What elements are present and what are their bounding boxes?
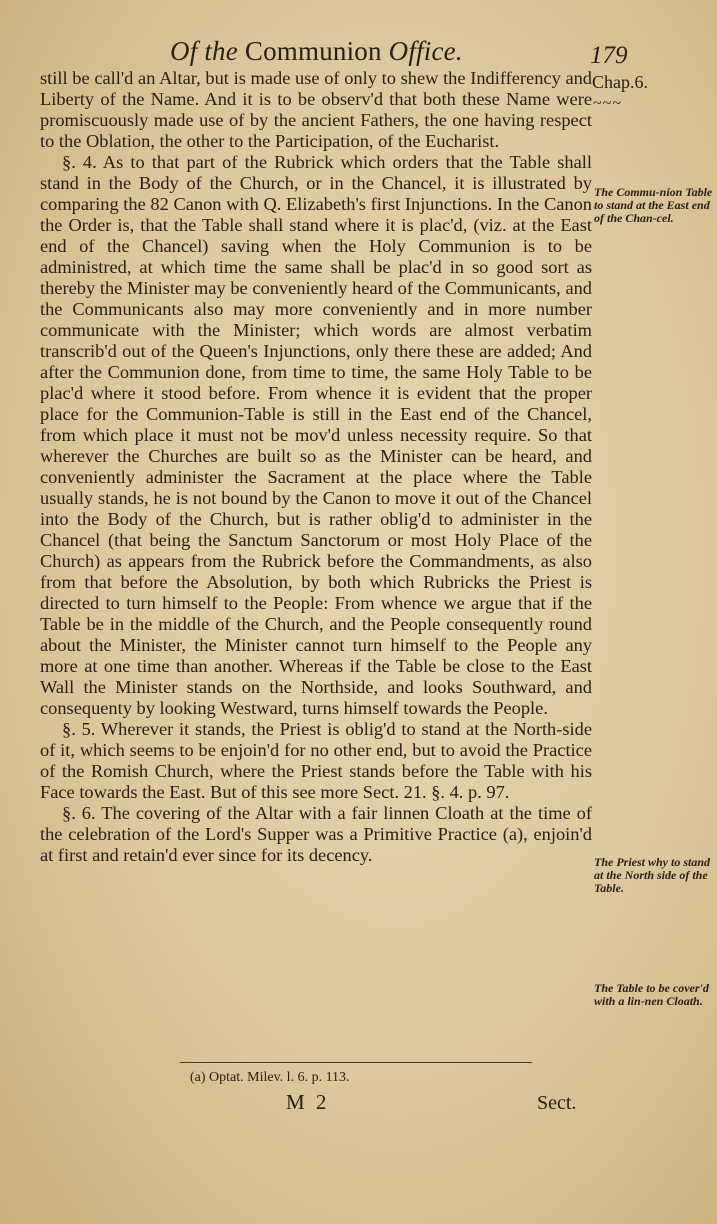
chapter-marker: Chap.6. [592,72,648,92]
running-head-prefix: Of the [170,36,238,66]
margin-note-communion-table: The Commu-nion Table to stand at the East end of the Chan-cel. [594,185,713,225]
paragraph-section-4: §. 4. As to that part of the Rubrick which orders that the Table shall stand in the Body of the Church, or in the Chancel, it is illustrated by comparing the 82 Canon with Q. Elizabeth's first Injunctions. In the Canon the Order is, that the Table shall stand where it is plac'd, (viz. at the East end of the Chancel) saving when the Holy Communion is to be administred, at which time the same shall be plac'd in so good sort as thereby the Minister may be conveniently heard of the Communicants, and the Communicants also may more conveniently and in more number communicate with the Minister; which words are almost verbatim transcrib'd out of the Queen's Injunctions, only there these are added; And after the Communion done, from time to time, the same Holy Table to be plac'd where it stood before. From whence it is evident that the proper place for the Communion-Table is still in the East end of the Chancel, from which place it must not be mov'd unless necessity require. So that wherever the Churches are built so as the Minister can be heard, and conveniently administer the Sacrament at the place where the Table usually stands, he is not bound by the Canon to move it out of the Chancel into the Body of the Church, but is rather oblig'd to administer in the Chancel (that being the Sanctum Sanctorum or most Holy Place of the Church) as appears from the Rubrick before the Commandments, as also from that before the Absolution, by both which Rubricks the Priest is directed to turn himself to the People: From whence we argue that if the Table be in the middle of the Church, and the People consequently round about the Minister, the Minister cannot turn himself to the People any more at one time than another. Whereas if the Table be close to the East Wall the Minister stands on the Northside, and looks Southward, and consequenty by looking Westward, turns himself towards the People. [40,152,592,718]
footnote: (a) Optat. Milev. l. 6. p. 113. [190,1070,350,1085]
main-text [40,68,592,866]
paragraph-section-5: §. 5. Wherever it stands, the Priest is oblig'd to stand at the North-side of it, which seems to be enjoin'd for no other end, but to avoid the Practice of the Romish Church, where the Priest stands before the Table with his Face towards the East. But of this see more Sect. 21. §. 4. p. 97. [40,719,592,802]
flourish-ornament: ~~~ [593,95,622,112]
margin-note-priest: The Priest why to stand at the North side of the Table. [594,855,711,895]
signature-mark: M 2 [286,1090,330,1114]
footnote-rule [180,1062,532,1063]
running-head-main: Communion [237,36,389,66]
paragraph-1: still be call'd an Altar, but is made use of only to shew the Indifferency and Liberty of the Name. And it is to be observ'd that both these Name were promiscuously made use of by the ancient Fathers, the one having respect to the Oblation, the other to the Participation, of the Eucharist. [40,68,592,151]
paragraph-section-6: §. 6. The covering of the Altar with a fair linnen Cloath at the time of the celebration of the Lord's Supper was a Primitive Practice (a), enjoin'd at first and retain'd ever since for its decency. [40,803,592,865]
running-head-suffix: Office. [388,36,463,66]
margin-note-cloth: The Table to be cover'd with a lin-nen Cloath. [594,981,709,1008]
page-header [0,28,717,72]
catchword: Sect. [537,1092,577,1114]
page-number: 179 [590,42,628,69]
running-head [170,36,463,67]
